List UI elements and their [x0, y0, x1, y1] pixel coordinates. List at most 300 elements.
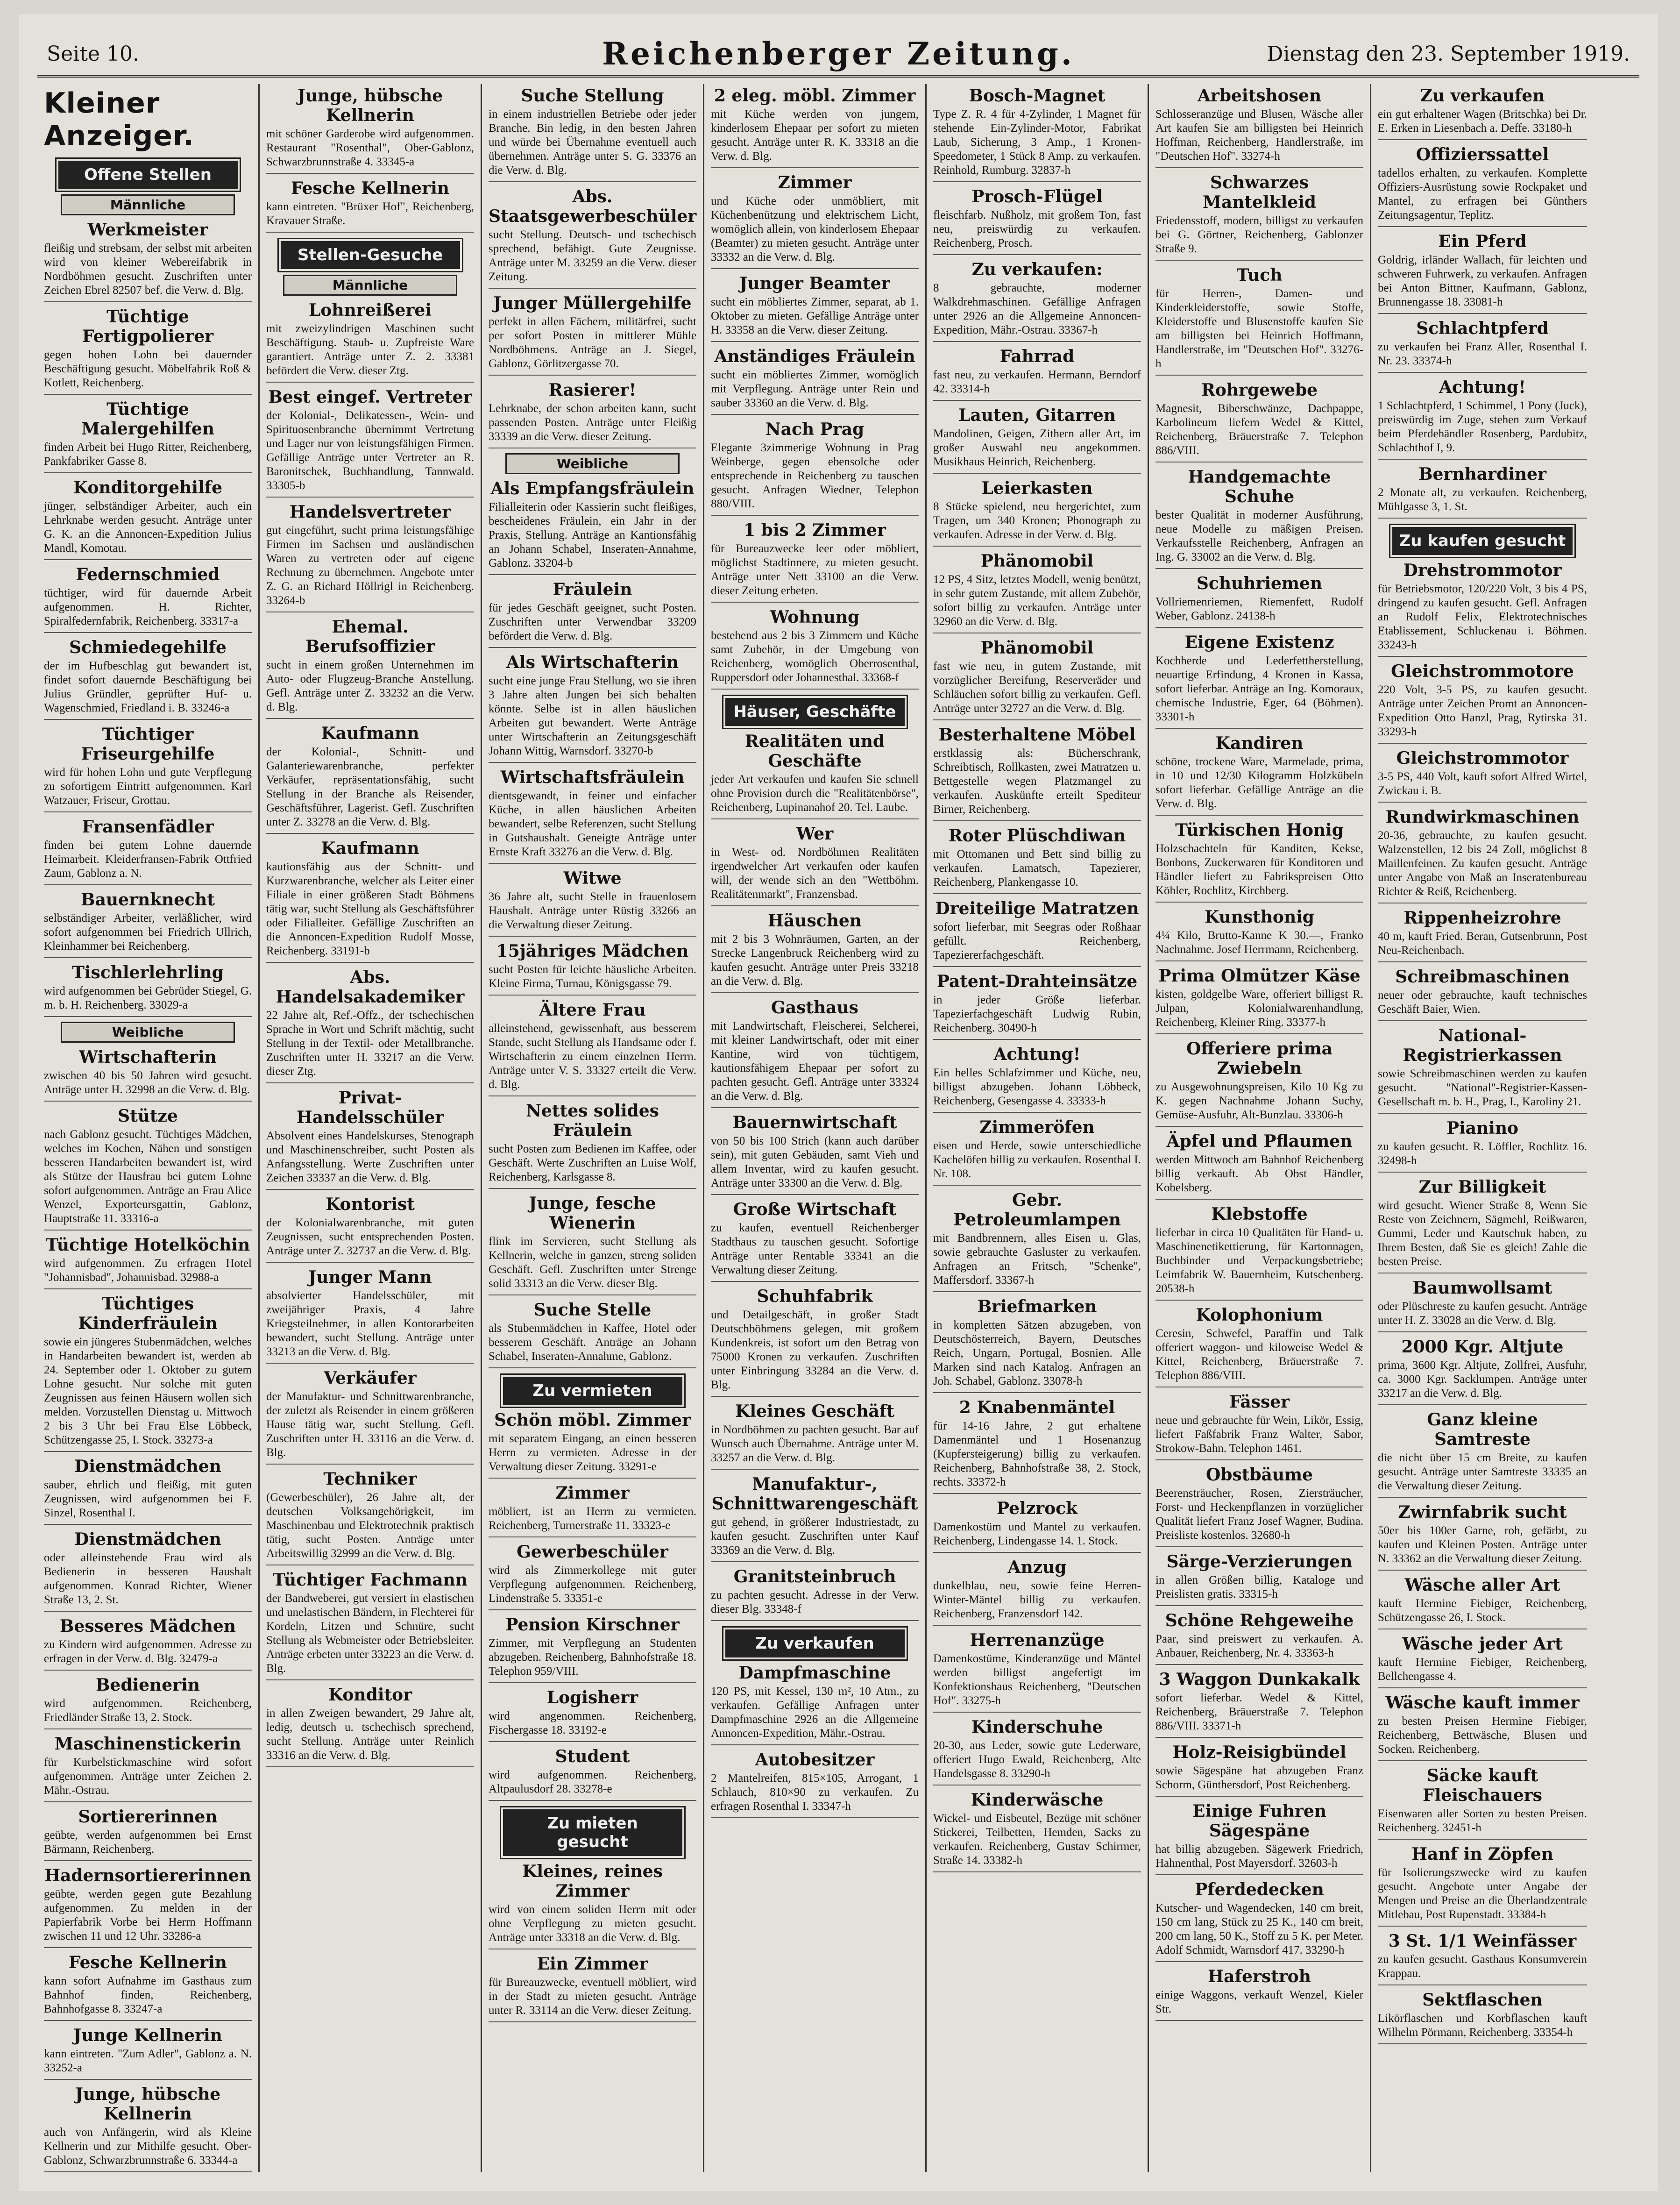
classified-ad: [44, 1675, 252, 1729]
ad-body: in allen Zweigen bewandert, 29 Jahre alt, ledig, deutsch u. tschechisch sprechend, sucht Stellung. Anträge unter Reinlich 33316 an die Verw. d. Blg.: [266, 1707, 474, 1762]
classified-ad: [1378, 1693, 1587, 1761]
ad-headline: Fräulein: [553, 580, 632, 599]
classified-ad: [266, 967, 474, 1083]
ad-headline: Zimmeröfen: [979, 1117, 1095, 1137]
ad-body: sucht Posten für leichte häusliche Arbeiten. Kleine Firma, Turnau, Königsgasse 79.: [489, 963, 696, 990]
ad-headline: Schreibmaschinen: [1395, 967, 1570, 987]
classified-ad: [44, 963, 252, 1017]
ad-headline: Zu verkaufen: [1420, 86, 1545, 106]
ad-headline: Baumwollsamt: [1412, 1278, 1552, 1298]
classified-ad: [266, 178, 474, 233]
ad-headline: Hadernsortiererinnen: [44, 1866, 251, 1885]
ad-headline: Fesche Kellnerin: [291, 178, 449, 198]
ad-body: sowie Sägespäne hat abzugeben Franz Schorm, Günthersdorf, Post Reichenberg.: [1155, 1764, 1363, 1791]
classified-ad: [266, 1368, 474, 1465]
classified-ad: [711, 1750, 919, 1818]
ad-headline: Türkischen Honig: [1175, 820, 1344, 840]
classified-ad: [489, 479, 696, 575]
ad-headline: Gebr. Petroleumlampen: [953, 1190, 1121, 1230]
ad-body: tadellos erhalten, zu verkaufen. Komplette Offiziers-Ausrüstung sowie Rockpaket und Mantel, zu erfragen bei Günthers Zeitungsagentur, Teplitz.: [1378, 167, 1587, 221]
ad-headline: Besterhaltene Möbel: [938, 725, 1136, 745]
ad-body: zu kaufen, eventuell Reichenberger Stadthaus zu tauschen gesucht. Sofortige Anträge unter Rentable 33341 an die Verwaltung dieser Zeitung.: [711, 1222, 919, 1276]
ad-headline: Kolophonium: [1196, 1305, 1323, 1325]
classified-ad: [266, 86, 474, 174]
ad-body: zu pachten gesucht. Adresse in der Verw. dieser Blg. 33348-f: [711, 1589, 919, 1615]
classified-ad: [1155, 820, 1363, 903]
ad-headline: Briefmarken: [977, 1297, 1097, 1316]
classified-ad: [711, 173, 919, 269]
ad-body: sauber, ehrlich und fleißig, mit guten Zeugnissen, wird aufgenommen bei F. Sinzel, Rosenthal I.: [44, 1479, 252, 1519]
ad-body: prima, 3600 Kgr. Altjute, Zollfrei, Ausfuhr, ca. 3000 Kgr. Sacklumpen. Anträge unter 33217 an die Verw. d. Blg.: [1378, 1359, 1587, 1400]
ad-headline: Roter Plüschdiwan: [948, 826, 1126, 846]
ad-body: Eisenwaren aller Sorten zu besten Preisen. Reichenberg. 32451-h: [1378, 1807, 1587, 1834]
ad-body: als Stubenmädchen in Kaffee, Hotel oder besserem Geschäft. Anträge an Johann Schabel, Inseraten-Annahme, Gablonz.: [489, 1322, 696, 1363]
ad-headline: Bosch-Magnet: [969, 86, 1106, 106]
ad-headline: Konditor: [328, 1685, 412, 1705]
ad-headline: Hanf in Zöpfen: [1411, 1844, 1553, 1864]
ad-body: 22 Jahre alt, Ref.-Offz., der tschechischen Sprache in Wort und Schrift mächtig, sucht Stellung in der Textil- oder Metallbranche. Zuschriften unter H. 33217 an die Verw. dieser Ztg.: [266, 1009, 474, 1078]
ad-body: für Isolierungszwecke wird zu kaufen gesucht. Angebote unter Angabe der Mengen und Preise an die Überlandzentrale Mitlebau, Post Rupenstadt. 33384-h: [1378, 1866, 1587, 1921]
ad-headline: Anzug: [1007, 1558, 1067, 1577]
ad-headline: Gewerbeschüler: [517, 1542, 668, 1562]
classified-ad: [489, 768, 696, 864]
ad-body: sucht ein möbliertes Zimmer, womöglich mit Verpflegung. Anträge unter Rein und sauber 33360 an die Verw. d. Blg.: [711, 369, 919, 409]
column-5: [927, 84, 1149, 2172]
ad-headline: Prosch-Flügel: [971, 187, 1103, 206]
ad-body: oder Plüschreste zu kaufen gesucht. Anträge unter H. Z. 33028 an die Verw. d. Blg.: [1378, 1300, 1587, 1327]
ad-headline: Privat-Handelsschüler: [296, 1088, 444, 1127]
ad-headline: Schuhfabrik: [757, 1287, 873, 1306]
classified-ad: [44, 1235, 252, 1289]
classified-ad: [933, 551, 1141, 633]
ad-headline: Rohrgewebe: [1201, 380, 1318, 400]
ad-headline: Autobesitzer: [755, 1750, 875, 1770]
ad-body: Wickel- und Eisbeutel, Bezüge mit schöner Stickerei, Teilbetten, Hemden, Sacks zu verkaufen. Reichenberg, Gustav Schirmer, Straße 14. 33382-h: [933, 1812, 1141, 1867]
ad-headline: Als Wirtschafterin: [506, 653, 679, 672]
classified-ad: [933, 1045, 1141, 1113]
classified-ad: [489, 1542, 696, 1610]
ad-list: [44, 1047, 252, 2172]
classified-ad: [711, 86, 919, 168]
classified-ad: [933, 725, 1141, 821]
classified-ad: [44, 2026, 252, 2080]
subsection-weibliche: Weibliche: [61, 1022, 235, 1043]
classified-ad: [1378, 1410, 1587, 1498]
classified-ad: [489, 1410, 696, 1479]
classified-ad: [44, 2084, 252, 2172]
classified-ad: [44, 399, 252, 473]
ad-headline: Obstbäume: [1205, 1465, 1313, 1485]
ad-body: für Bureauzwecke, eventuell möbliert, wird in der Stadt zu mieten gesucht. Anträge unter R. 33114 an die Verw. dieser Zeitung.: [489, 1976, 696, 2017]
ad-headline: Wäsche jeder Art: [1402, 1634, 1563, 1654]
classified-ad: [711, 274, 919, 342]
classified-ad: [1155, 1743, 1363, 1797]
ad-headline: Abs. Staatsgewerbeschüler: [489, 187, 697, 226]
ad-body: Absolvent eines Handelskurses, Stenograph und Maschinenschreiber, sucht Posten als Anfangsstellung. Werte Zuschriften unter Zeichen 33337 an die Verw. d. Blg.: [266, 1130, 474, 1184]
classified-ad: [933, 1297, 1141, 1393]
classified-ad: [44, 1866, 252, 1948]
classified-ad: [1155, 1204, 1363, 1301]
classified-ad: [1155, 1305, 1363, 1387]
ad-headline: Manufaktur-, Schnittwarengeschäft: [711, 1474, 918, 1514]
ad-body: lieferbar in circa 10 Qualitäten für Hand- u. Maschinenetikettierung, für Kartonnagen, Buchbinder und Verpackungsbetriebe; Leimfabrik W. Bauernheim, Kutschenberg. 20538-h: [1155, 1226, 1363, 1295]
ad-body: wird aufgenommen bei Gebrüder Stiegel, G. m. b. H. Reichenberg. 33029-a: [44, 985, 252, 1011]
ad-body: in West- od. Nordböhmen Realitäten irgendwelcher Art verkaufen oder kaufen will, der wende sich an den "Wettböhm. Realitätenmarkt", Franzensbad.: [711, 846, 919, 901]
section-header-zu-mieten-gesucht: Zu mieten gesucht: [503, 1809, 682, 1856]
ad-body: in Nordböhmen zu pachten gesucht. Bar auf Wunsch auch Übernahme. Anträge unter M. 33257 an die Verw. d. Blg.: [711, 1423, 919, 1464]
ad-headline: Handgemachte Schuhe: [1188, 467, 1331, 506]
ad-headline: 3 St. 1/1 Weinfässer: [1388, 1931, 1577, 1951]
classified-ad: [711, 998, 919, 1108]
ad-headline: Verkäufer: [324, 1368, 417, 1388]
ad-body: 8 Stücke spielend, neu hergerichtet, zum Tragen, um 340 Kronen; Phonograph zu verkaufen. Adresse in der Verw. d. Blg.: [933, 500, 1141, 541]
ad-body: kautionsfähig aus der Schnitt- und Kurzwarenbranche, welcher als Leiter einer Filiale in einer größeren Stadt Böhmens tätig war, sucht Stellung als Geschäftsführer oder Filialleiter. Gefällige Zuschriften an die Annoncen-Expedition Rudolf Mosse, Reichenberg. 33191-b: [266, 861, 474, 957]
classified-ad: [711, 1663, 919, 1745]
ad-list: [266, 86, 474, 233]
ad-body: 20-30, aus Leder, sowie gute Lederware, offeriert Hugo Ewald, Reichenberg, Alte Handelsgasse 8. 33290-h: [933, 1739, 1141, 1780]
classified-ad: [933, 899, 1141, 967]
ad-body: eisen und Herde, sowie unterschiedliche Kachelöfen billig zu verkaufen. Rosenthal I. Nr. 108.: [933, 1139, 1141, 1180]
classified-ad: [44, 1807, 252, 1861]
ad-body: 1 Schlachtpferd, 1 Schimmel, 1 Pony (Juck), preiswürdig im Zuge, stehen zum Verkauf beim Pferdehändler Rosenberg, Pardubitz, Schlachthof I, 9.: [1378, 399, 1587, 454]
ad-body: Vollriemenriemen, Riemenfett, Rudolf Weber, Gablonz. 24138-h: [1155, 596, 1363, 622]
classified-ad: [489, 380, 696, 448]
classified-ad: [933, 1558, 1141, 1626]
ad-body: mit 2 bis 3 Wohnräumen, Garten, an der Strecke Langenbruck Reichenberg wird zu kaufen gesucht. Anträge unter Preis 33218 an die Verw. d. Blg.: [711, 933, 919, 988]
columns: [37, 84, 1639, 2172]
ad-headline: Besseres Mädchen: [60, 1616, 236, 1636]
ad-list: [266, 300, 474, 1767]
ad-body: sucht Stellung. Deutsch- und tschechisch sprechend, befähigt. Gute Zeugnisse. Anträge unter M. 33259 an die Verw. dieser Zeitung.: [489, 228, 696, 283]
ad-list: [44, 220, 252, 1017]
classified-ad: [1378, 232, 1587, 314]
ad-headline: Sektflaschen: [1422, 1990, 1543, 2010]
classified-ad: [1378, 1634, 1587, 1688]
ad-headline: Kontorist: [326, 1195, 415, 1214]
ad-headline: Wirtschafterin: [79, 1047, 217, 1067]
classified-ad: [711, 1200, 919, 1282]
ad-headline: Ein Zimmer: [537, 1954, 648, 1974]
ad-body: zu verkaufen bei Franz Aller, Rosenthal I. Nr. 23. 33374-h: [1378, 341, 1587, 367]
ad-body: kisten, goldgelbe Ware, offeriert billigst R. Julpan, Kolonialwarenhandlung, Reichenberg, Kleiner Ring. 33377-h: [1155, 988, 1363, 1029]
ad-headline: Tüchtige Fertigpolierer: [82, 307, 214, 346]
classified-ad: [489, 293, 696, 376]
ad-headline: Handelsvertreter: [289, 502, 451, 522]
ad-body: wird als Zimmerkollege mit guter Verpflegung aufgenommen. Reichenberg, Lindenstraße 5. 33351-e: [489, 1564, 696, 1605]
ad-headline: Student: [555, 1747, 630, 1766]
column-1: [37, 84, 260, 2172]
ad-headline: Haferstroh: [1208, 1967, 1311, 1986]
ad-headline: Junger Beamter: [739, 274, 890, 293]
classified-ad: [489, 1483, 696, 1537]
classified-ad: [711, 347, 919, 415]
ad-body: wird für hohen Lohn und gute Verpflegung zu sofortigem Eintritt aufgenommen. Karl Watzauer, Friseur, Grottau.: [44, 766, 252, 807]
ad-headline: 1 bis 2 Zimmer: [744, 520, 886, 540]
classified-ad: [489, 1194, 696, 1295]
ad-body: mit schöner Garderobe wird aufgenommen. Restaurant "Rosenthal", Ober-Gablonz, Schwarzbrunnstraße 4. 33345-a: [266, 128, 474, 168]
ad-headline: Kleines, reines Zimmer: [522, 1862, 663, 1901]
ad-headline: Ehemal. Berufsoffizier: [305, 617, 435, 656]
ad-headline: Äpfel und Pflaumen: [1166, 1131, 1353, 1151]
ad-body: sucht Posten zum Bedienen im Kaffee, oder Geschäft. Werte Zuschriften an Luise Wolf, Reichenberg, Karlsgasse 8.: [489, 1143, 696, 1183]
classified-ad: [711, 1567, 919, 1621]
classified-ad: [489, 653, 696, 763]
ad-body: perfekt in allen Fächern, militärfrei, sucht per sofort Posten in mittlerer Mühle Nordböhmens. Anträge an J. Siegel, Gablonz, Görlitzergasse 70.: [489, 315, 696, 370]
classified-ad: [1155, 1801, 1363, 1875]
ad-list: [711, 1663, 919, 1818]
ad-body: 50er bis 100er Garne, roh, gefärbt, zu kaufen und Kleinen Posten. Anträge unter N. 33362 an die Verwaltung dieser Zeitung.: [1378, 1524, 1587, 1565]
ad-body: oder alleinstehende Frau wird als Bedienerin in besseren Haushalt aufgenommen. Konrad Richter, Wiener Straße 13, 2. St.: [44, 1551, 252, 1606]
ad-headline: Dienstmädchen: [74, 1457, 221, 1476]
ad-headline: Best eingef. Vertreter: [268, 387, 472, 407]
ad-body: sofort lieferbar. Wedel & Kittel, Reichenberg, Bräuerstraße 7. Telephon 886/VIII. 33371-h: [1155, 1692, 1363, 1732]
section-header-haeuser-geschaefte: Häuser, Geschäfte: [725, 698, 905, 726]
ad-headline: Nach Prag: [765, 420, 865, 439]
ad-headline: Kleines Geschäft: [735, 1401, 894, 1421]
ad-body: wird gesucht. Wiener Straße 8, Wenn Sie Reste von Zeichnern, Sägmehl, Reißwaren, Gummi, Leder und Kautschuk haben, zu Ihrem Besten, daß Sie es gleich! Zahle die besten Preise.: [1378, 1199, 1587, 1268]
ad-list: [489, 1410, 696, 1801]
subsection-maennliche: Männliche: [283, 275, 457, 296]
ad-headline: Junge, hübsche Kellnerin: [297, 86, 443, 125]
subsection-maennliche: Männliche: [61, 194, 235, 215]
classified-ad: [1378, 145, 1587, 227]
classified-ad: [1378, 1026, 1587, 1114]
ad-headline: Schön möbl. Zimmer: [494, 1410, 691, 1430]
classified-ad: [44, 890, 252, 958]
classified-ad: [489, 86, 696, 182]
ad-headline: Offizierssattel: [1416, 145, 1549, 164]
ad-body: jeder Art verkaufen und kaufen Sie schnell ohne Provision durch die "Realitätenbörse", Reichenberg, Lupinanahof 20. Tel. Laube.: [711, 773, 919, 814]
ad-body: wird aufgenommen. Zu erfragen Hotel "Johannisbad", Johannisbad. 32988-a: [44, 1257, 252, 1284]
classified-ad: [266, 387, 474, 498]
ad-body: für Betriebsmotor, 120/220 Volt, 3 bis 4 PS, dringend zu kaufen gesucht. Gefl. Anfragen an Rudolf Felix, Elektrotechnisches Etablissement, Schluckenau i. Böhmen. 33243-h: [1378, 583, 1587, 651]
ad-body: der Manufaktur- und Schnittwarenbranche, der zuletzt als Reisender in einem größeren Hause tätig war, sucht Stellung. Gefl. Zuschriften unter H. 33116 an die Verw. d. Blg.: [266, 1390, 474, 1459]
ad-body: fast wie neu, in gutem Zustande, mit vorzüglicher Bereifung, Reserveräder und Schläuchen sofort billig zu verkaufen. Gefl. Anträge unter 32727 an die Verw. d. Blg.: [933, 660, 1141, 715]
classified-ad: [1378, 464, 1587, 519]
classified-ad: [1155, 574, 1363, 628]
classified-ad: [489, 1615, 696, 1683]
ad-headline: Fransenfädler: [82, 817, 214, 837]
ad-body: 3-5 PS, 440 Volt, kauft sofort Alfred Wirtel, Zwickau i. B.: [1378, 770, 1587, 797]
ad-headline: Wohnung: [770, 607, 860, 627]
ad-headline: Klebstoffe: [1211, 1204, 1308, 1224]
ad-headline: Tüchtiger Friseurgehilfe: [81, 725, 215, 764]
classified-ad: [1378, 1844, 1587, 1927]
ad-headline: Dampfmaschine: [738, 1663, 891, 1683]
ad-body: werden Mittwoch am Bahnhof Reichenberg billig verkauft. Ab Obst Händler, Kobelsberg.: [1155, 1153, 1363, 1194]
ad-body: mit Ottomanen und Bett sind billig zu verkaufen. Lamatsch, Tapezierer, Reichenberg, Plankengasse 10.: [933, 848, 1141, 889]
ad-body: (Gewerbeschüler), 26 Jahre alt, der deutschen Volksangehörigkeit, im Maschinenbau und Elektrotechnik praktisch tätig, sucht Posten. Anträge unter Arbeitswillig 32999 an die Verw. d. Blg.: [266, 1491, 474, 1560]
classified-ad: [1378, 86, 1587, 140]
classified-ad: [1155, 1465, 1363, 1547]
ad-body: zu kaufen gesucht. Gasthaus Konsumverein Krappau.: [1378, 1953, 1587, 1980]
ad-headline: Schmiedegehilfe: [69, 638, 227, 657]
classified-ad: [266, 724, 474, 834]
classified-ad: [1155, 265, 1363, 376]
ad-headline: Junger Müllergehilfe: [493, 293, 692, 313]
ad-headline: Gleichstrommotor: [1396, 748, 1569, 768]
section-header-stellen-gesuche: Stellen-Gesuche: [281, 241, 460, 269]
ad-body: wird aufgenommen. Reichenberg, Friedländer Straße 13, 2. Stock.: [44, 1697, 252, 1724]
ad-body: kann eintreten. "Zum Adler", Gablonz a. N. 33252-a: [44, 2048, 252, 2074]
classified-ad: [44, 220, 252, 302]
classified-ad: [489, 941, 696, 996]
ad-headline: Fässer: [1229, 1392, 1290, 1412]
classified-ad: [1155, 380, 1363, 462]
ad-headline: Offeriere prima Zwiebeln: [1186, 1039, 1333, 1078]
ad-body: Friedensstoff, modern, billigst zu verkaufen bei G. Görtner, Reichenberg, Gablonzer Straße 9.: [1155, 214, 1363, 255]
ad-body: Magnesit, Biberschwänze, Dachpappe, Karbolineum liefern Wedel & Kittel, Reichenberg, Bräuerstraße 7. Telephon 886/VIII.: [1155, 402, 1363, 457]
ad-body: der Kolonial-, Schnitt- und Galanteriewarenbranche, perfekter Verkäufer, repräsentationsfähig, sucht Stellung in der Branche als Reisender, Geschäftsführer, Lagerist. Gefl. Zuschriften unter Z. 33278 an die Verw. d. Blg.: [266, 746, 474, 828]
ad-body: Schlosseranzüge und Blusen, Wäsche aller Art kaufen Sie am billigsten bei Heinrich Hoffman, Reichenberg, Handlerstraße, im "Deutschen Hof". 33274-h: [1155, 108, 1363, 163]
ad-body: der Bandweberei, gut versiert in elastischen und unelastischen Bändern, in Flechterei für Kordeln, Litzen und Schnüre, sucht Stellung als Webmeister oder Betriebsleiter. Anträge erbeten unter 33223 an die Verw. d. Blg.: [266, 1592, 474, 1675]
ad-body: und Küche oder unmöbliert, mit Küchenbenützung und elektrischem Licht, womöglich allein, von kinderlosem Ehepaar (Beamter) zu mieten gesucht. Anträge unter 33332 an die Verw. d. Blg.: [711, 195, 919, 263]
classified-ad: [44, 1457, 252, 1525]
ad-headline: Zu verkaufen:: [971, 260, 1103, 279]
ad-headline: Häuschen: [768, 911, 862, 931]
section-header-offene-stellen: Offene Stellen: [58, 161, 238, 189]
ad-headline: Sortiererinnen: [78, 1807, 218, 1827]
ad-body: geübte, werden gegen gute Bezahlung aufgenommen. Zu melden in der Papierfabrik Vorbe bei Herrn Hoffmann zwischen 11 und 12 Uhr. 33286-a: [44, 1888, 252, 1942]
classified-ad: [933, 86, 1141, 182]
ad-headline: Tüchtige Hotelköchin: [45, 1235, 250, 1255]
ad-body: möbliert, ist an Herrn zu vermieten. Reichenberg, Turnerstraße 11. 33323-e: [489, 1505, 696, 1532]
ad-body: 36 Jahre alt, sucht Stelle in frauenlosem Haushalt. Anträge unter Rüstig 33266 an die Verwaltung dieser Zeitung.: [489, 890, 696, 931]
ad-list: [1155, 86, 1363, 2021]
classified-ad: [266, 502, 474, 612]
ad-headline: Ältere Frau: [539, 1000, 646, 1020]
ad-headline: Patent-Drahteinsätze: [936, 972, 1138, 991]
ad-headline: Realitäten und Geschäfte: [744, 732, 885, 771]
classified-ad: [1378, 967, 1587, 1021]
ad-headline: Schöne Rehgeweihe: [1165, 1611, 1354, 1630]
classified-ad: [933, 478, 1141, 547]
ad-headline: Bauernknecht: [81, 890, 215, 910]
ad-body: und Detailgeschäft, in großer Stadt Deutschböhmens gelegen, mit großem Kundenkreis, ist sofort um den Betrag von 75000 Kronen zu verkaufen. Zuschriften unter Einbringung 33284 an die Verw. d. Blg.: [711, 1309, 919, 1391]
classified-ad: [933, 1630, 1141, 1713]
ad-body: absolvierter Handelsschüler, mit zweijähriger Praxis, 4 Jahre Kriegsteilnehmer, in allen Kontorarbeiten bewandert, sucht Stellung. Anträge unter 33213 an die Verw. d. Blg.: [266, 1289, 474, 1358]
ad-body: sowie Schreibmaschinen werden zu kaufen gesucht. "National"-Registrier-Kassen-Gesellschaft m. b. H., Prag, I., Karoliny 21.: [1378, 1067, 1587, 1108]
ad-body: Damenkostüme, Kinderanzüge und Mäntel werden billigst angefertigt im Konfektionshaus Reichenberg, "Deutschen Hof". 33275-h: [933, 1652, 1141, 1707]
ad-headline: Achtung!: [993, 1045, 1081, 1064]
ad-headline: 2 Knabenmäntel: [959, 1398, 1115, 1417]
ad-body: kann eintreten. "Brüxer Hof", Reichenberg, Kravauer Straße.: [266, 200, 474, 227]
ad-headline: Pelzrock: [997, 1499, 1077, 1518]
column-3: [482, 84, 704, 2172]
classified-ad: [1378, 662, 1587, 744]
ad-headline: Bernhardiner: [1418, 464, 1546, 484]
ad-body: mit Landwirtschaft, Fleischerei, Selcherei, mit kleiner Landwirtschaft, oder mit einer Kantine, wird von tüchtigem, kautionsfähigem Ehepaar per sofort zu pachten gesucht. Gefl. Anträge unter 33324 an die Verw. d. Blg.: [711, 1020, 919, 1102]
ad-body: Likörflaschen und Korbflaschen kauft Wilhelm Pörmann, Reichenberg. 33354-h: [1378, 2012, 1587, 2039]
ad-headline: Lauten, Gitarren: [958, 405, 1116, 425]
ad-headline: Kinderschuhe: [971, 1717, 1103, 1737]
classified-ad: [44, 307, 252, 395]
classified-ad: [266, 1685, 474, 1767]
classified-ad: [933, 1190, 1141, 1292]
ad-body: Kutscher- und Wagendecken, 140 cm breit, 150 cm lang, Stück zu 25 K., 140 cm breit, 200 cm lang, 50 K., Stoff zu 5 K. per Meter. Adolf Schmidt, Warnsdorf 417. 33290-h: [1155, 1902, 1363, 1956]
ad-headline: Holz-Reisigbündel: [1172, 1743, 1347, 1762]
classified-ad: [1378, 1337, 1587, 1405]
classified-ad: [1155, 86, 1363, 168]
ad-body: selbständiger Arbeiter, verläßlicher, wird sofort aufgenommen bei Friedrich Ullrich, Kleinhammer bei Reichenberg.: [44, 912, 252, 953]
ad-body: wird angenommen. Reichenberg, Fischergasse 18. 33192-e: [489, 1710, 696, 1736]
classified-ad: [711, 824, 919, 906]
classified-ad: [44, 1953, 252, 2021]
ad-headline: Phänomobil: [980, 638, 1094, 658]
ad-body: sowie ein jüngeres Stubenmädchen, welches in Handarbeiten bewandert ist, werden ab 24. September oder 1. Oktober zu gutem Lohne gesucht. Nur solche mit guten Zeugnissen aus feinen Häusern wollen sich melden. Vorzustellen Dienstag u. Mittwoch 2 bis 3 Uhr bei Frau Else Löbbeck, Schützengasse 25, I. Stock. 33273-a: [44, 1336, 252, 1446]
ad-headline: Pianino: [1446, 1118, 1519, 1138]
classified-ad: [1155, 907, 1363, 961]
ad-headline: Große Wirtschaft: [733, 1200, 897, 1219]
ad-headline: 3 Waggon Dunkakalk: [1159, 1670, 1360, 1689]
ad-headline: Fahrrad: [999, 347, 1075, 366]
classified-ad: [1155, 1967, 1363, 2021]
ad-headline: Tuch: [1236, 265, 1283, 285]
ad-body: neuer oder gebrauchte, kauft technisches Geschäft Baier, Wien.: [1378, 989, 1587, 1016]
classified-ad: [489, 868, 696, 937]
ad-body: die nicht über 15 cm Breite, zu kaufen gesucht. Anträge unter Samtreste 33335 an die Verwaltung dieser Zeitung.: [1378, 1451, 1587, 1492]
ad-body: Goldrig, irländer Wallach, für leichten und schweren Fuhrwerk, zu verkaufen. Anfragen bei Anton Bittner, Kaufmann, Gablonz, Brunnengasse 18. 33081-h: [1378, 254, 1587, 308]
ad-headline: Wer: [796, 824, 834, 844]
section-title: Kleiner Anzeiger.: [44, 87, 194, 152]
ad-headline: Rasierer!: [548, 380, 637, 400]
classified-ad: [1155, 1131, 1363, 1200]
ad-headline: 15jähriges Mädchen: [496, 941, 689, 961]
ad-headline: Pension Kirschner: [505, 1615, 680, 1635]
classified-ad: [266, 1088, 474, 1190]
ad-list: [933, 86, 1141, 1872]
ad-body: Filialleiterin oder Kassierin sucht fleißiges, bescheidenes Fräulein, ein Jahr in der Praxis, Stellung. Anträge an Kantionsfähig an Johann Schabel, Inseraten-Annahme, Gablonz. 33204-b: [489, 501, 696, 569]
ad-headline: Stütze: [118, 1106, 178, 1126]
classified-ad: [711, 420, 919, 516]
ad-body: Elegante 3zimmerige Wohnung in Prag Weinberge, gegen ebensolche oder entsprechende in Reichenberg zu tauschen gesucht. Anfragen Wiedner, Telephon 880/VIII.: [711, 441, 919, 510]
ad-body: einige Waggons, verkauft Wenzel, Kieler Str.: [1155, 1989, 1363, 2015]
ad-body: dientsgewandt, in feiner und einfacher Küche, in allen häuslichen Arbeiten bewandert, selbe Referenzen, sucht Stellung in Gutshaushalt. Geneigte Anträge unter Ernste Kraft 33276 an die Verw. d. Blg.: [489, 790, 696, 858]
ad-body: 12 PS, 4 Sitz, letztes Modell, wenig benützt, in sehr gutem Zustande, mit allem Zubehör, sofort billig zu verkaufen. Anträge unter 32960 an die Verw. d. Blg.: [933, 573, 1141, 628]
classified-ad: [1155, 467, 1363, 569]
ad-headline: Drehstrommotor: [1403, 561, 1562, 580]
classified-ad: [1155, 1392, 1363, 1460]
ad-body: fleischfarb. Nußholz, mit großem Ton, fast neu, preiswürdig zu verkaufen. Reichenberg, Prosch.: [933, 209, 1141, 249]
classified-ad: [1378, 1931, 1587, 1985]
ad-body: für 14-16 Jahre, 2 gut erhaltene Damenmäntel und 1 Hosenanzug (Kupfersteigerung) billig zu verkaufen. Reichenberg, Bahnhofstraße 38, 2. Stock, rechts. 33372-h: [933, 1420, 1141, 1488]
classified-ad: [266, 1570, 474, 1680]
ad-body: Lehrknabe, der schon arbeiten kann, sucht passenden Posten. Anträge unter Fleißig 33339 an die Verw. dieser Zeitung.: [489, 402, 696, 443]
ad-headline: Arbeitshosen: [1197, 86, 1322, 106]
ad-body: 20-36, gebrauchte, zu kaufen gesucht. Walzenstellen, 12 bis 24 Zoll, möglichst 8 Maillenfeinen. Zu kaufen gesucht. Anträge unter Angabe von Maß an Inseratenbureau Richter & Reiß, Reichenberg.: [1378, 829, 1587, 898]
ad-body: sofort lieferbar, mit Seegras oder Roßhaar gefüllt. Reichenberg, Tapeziererfachgeschäft.: [933, 921, 1141, 961]
ad-body: kauft Hermine Fiebiger, Reichenberg, Schützengasse 26, I. Stock.: [1378, 1597, 1587, 1624]
ad-headline: Suche Stelle: [533, 1300, 652, 1320]
classified-ad: [1378, 1278, 1587, 1332]
classified-ad: [1155, 1552, 1363, 1606]
classified-ad: [1378, 748, 1587, 803]
ad-body: gut gehend, in größerer Industriestadt, zu kaufen gesucht. Zuschriften unter Kauf 33369 an die Verw. d. Blg.: [711, 1516, 919, 1557]
classified-ad: [266, 1195, 474, 1263]
ad-headline: Fesche Kellnerin: [69, 1953, 227, 1972]
classified-ad: [489, 1747, 696, 1801]
newspaper-page: [19, 14, 1658, 2191]
classified-ad: [711, 732, 919, 819]
ad-body: auch von Anfängerin, wird als Kleine Kellnerin und zur Mithilfe gesucht. Ober-Gablonz, Schwarzbrunnstraße 6. 33344-a: [44, 2126, 252, 2167]
classified-ad: [711, 911, 919, 993]
ad-headline: Werkmeister: [87, 220, 208, 240]
ad-body: in allen Größen billig, Kataloge und Preislisten gratis. 33315-h: [1155, 1574, 1363, 1600]
classified-ad: [933, 405, 1141, 474]
ad-body: tüchtiger, wird für dauernde Arbeit aufgenommen. H. Richter, Spiralfedernfabrik, Reichenberg. 33317-a: [44, 587, 252, 627]
ad-body: Ceresin, Schwefel, Paraffin und Talk offeriert waggon- und kiloweise Wedel & Kittel, Reichenberg, Bräuerstraße 7. Telephon 886/VIII.: [1155, 1327, 1363, 1382]
ad-headline: Leierkasten: [981, 478, 1093, 498]
